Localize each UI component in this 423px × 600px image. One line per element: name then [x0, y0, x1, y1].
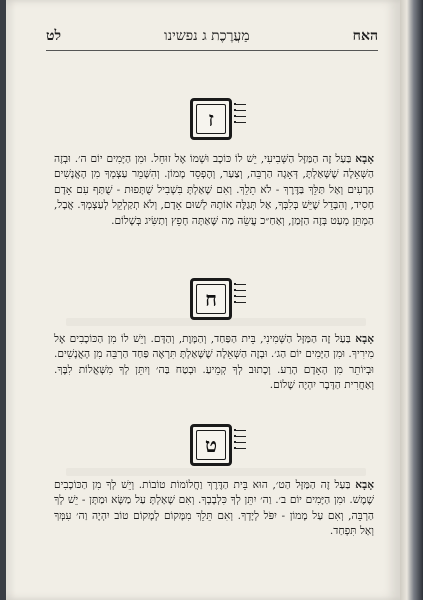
book-spine-edge	[400, 0, 423, 600]
symbol-letter: ח	[205, 286, 217, 311]
paragraph-text: בַּעַל זֶה הַמַּזָּל הַט׳, הוּא בֵּית הַדֶּרֶךְ וַחֲלוֹמוֹת טוֹבוֹת. וְיֵשׁ לְךָ מִן הַכּוֹכָבִים שֶׁמֶשׁ. וּמִן הַיָּמִים יוֹם ב׳. וַה׳ יִתֵּן לְךָ כִּלְבָבְךָ. וְאִם שָׁאַלְתָּ עַל מַשָּׂא וּמַתָּן - יֵשׁ לְךָ הַרְבֵּה, וְאִם עַל מָמוֹן - יִפֹּל לְיָדְךָ. וְאִם תֵּלֵךְ מִמָּקוֹם לְמָקוֹם טוֹב יִהְיֶה וַה׳ עִמְּךָ וְאַל תִּפְחַד.	[54, 479, 374, 538]
header-title: האח	[352, 28, 378, 44]
section-paragraph	[54, 152, 374, 229]
divination-symbol	[190, 424, 238, 472]
running-header	[46, 28, 378, 50]
divination-symbol	[190, 98, 238, 146]
dot-marks-icon	[236, 430, 250, 454]
symbol-letter: ט	[204, 432, 218, 457]
letter-frame	[190, 424, 232, 466]
divination-symbol	[190, 278, 238, 326]
paragraph-lead: אָבָא	[355, 333, 374, 345]
section-paragraph	[54, 332, 374, 394]
letter-frame	[190, 278, 232, 320]
dot-marks-icon	[236, 284, 250, 308]
paragraph-lead: אָבָא	[355, 153, 374, 165]
section-zayin	[54, 98, 374, 229]
header-rule	[46, 50, 378, 51]
section-tet	[54, 424, 374, 540]
symbol-letter: ז	[208, 106, 214, 131]
letter-frame	[190, 98, 232, 140]
section-paragraph	[54, 478, 374, 540]
paragraph-text: בַּעַל זֶה הַמַּזָּל הַשְּׁמִינִי, בֵּית הַפַּחַד, וְהַמָּוֶת, וְהַדָּם. וְיֵשׁ לוֹ מִן הַכּוֹכָבִים אֶל מִירִיךְ. וּמִן הַיָּמִים יוֹם הַג׳. וּבְזֶה הַשְּׁאֵלָה שֶׁשָּׁאַלְתָּ תִּרְאֶה פַּחַד הַרְבֵּה מִן הָאֲנָשִׁים. וּבְיוֹתֵר מִן הָאָדָם הָרַע. וְכָתוּב לְךָ קְמֵיעַ. וּבְטַח בַּה׳ וְיִתֵּן לְךָ מִשְּׁאֲלוֹת לִבֶּךָ. וְאַחֲרִית הַדָּבָר יִהְיֶה שָׁלוֹם.	[54, 333, 374, 392]
section-chet	[54, 278, 374, 394]
header-subtitle: מַעֲרֶכֶת ג נפשינו	[164, 28, 250, 44]
dot-marks-icon	[236, 104, 250, 128]
paragraph-text: בַּעַל זֶה הַמַּזָּל הַשְּׁבִיעִי, יֵשׁ לוֹ כּוֹכָב וּשְׁמוֹ אֶל זוּחֵל. וּמִן הַיָּמִים יוֹם ה׳. וּבְזֶה הַשְּׁאֵלָה שֶׁשָּׁאַלְתָּ, דְּאָגָה הַרְבֵּה, וְצַעַר, וְהֶפְסֵד מָמוֹן. וְהִשָּׁמֵר עַצְמְךָ מִן הָאֲנָשִׁים הָרָעִים וְאַל תַּלֵּךְ בַּדֶּרֶךְ - לֹא תֵלֵךְ. וְאִם שָׁאַלְתָּ בִּשְׁבִיל שֻׁתָּפוּת - שֻׁתַּף עִם אָדָם חָסִיד, וְהִבָּדֵל שֶׁיֵּשׁ בְּלִבְּךָ, אַל תְּגַלֶּה אוֹתָהּ לְשׁוּם אָדָם, וְלֹא תְקַלְקֵל לְעַצְמְךָ. אֲבָל, הַמְתֵּן מְעַט בְּזֶה הַזְּמַן, וְאַחַ״כ עֲשֵׂה מַה שֶּׁאַתָּה חָפֵץ וְתַשִּׂיג בְּשָׁלוֹם.	[54, 153, 374, 227]
book-page	[6, 0, 400, 600]
paragraph-lead: אָבָא	[355, 479, 374, 491]
page-number: לט	[46, 28, 62, 44]
